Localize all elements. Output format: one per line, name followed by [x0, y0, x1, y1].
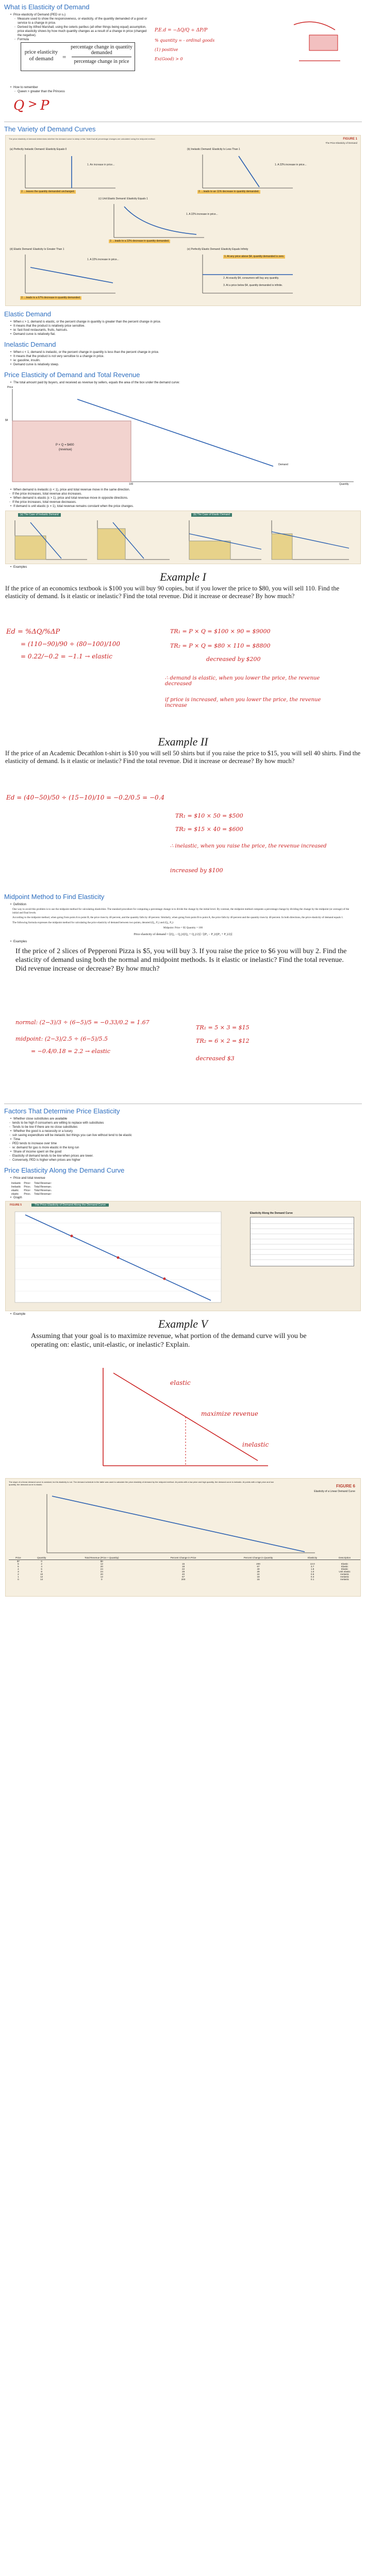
handwritten-work: TR₁ = 5 × 3 = $15 [196, 1024, 249, 1031]
bullet: • Demand curve is relatively steep. [10, 363, 362, 367]
panel-label: (e) Perfectly Elastic Demand: Elasticity Equals Infinity [187, 248, 248, 251]
sub-bullet: ◦ If the price increases, total revenue also increases. [9, 492, 362, 496]
handwritten-note: % quantity = - ordinal goods [155, 38, 215, 43]
table-cell: Inelastic [340, 1578, 350, 1581]
section-title: What is Elasticity of Demand [4, 3, 90, 11]
sub-bullet: ◦ PED tends to increase over time [9, 1142, 362, 1146]
section-elastic-demand [0, 310, 366, 336]
bullet-list [5, 1150, 366, 1154]
table-cell: 1.0 [310, 1570, 314, 1573]
table-header-cell: Price [9, 1556, 28, 1560]
handwritten-work: ∴ inelastic, when you raise the price, the revenue increased [170, 843, 327, 849]
bullet: • Share of income spent on the good [10, 1150, 362, 1154]
section-inelastic-demand [0, 341, 366, 367]
sub-bullet-list [4, 500, 366, 504]
paragraph: The following formula expresses the midpoint method for calculating the price elasticity of demand between two points, denoted (Q₁, P₁) and (Q₂, P₂): [12, 921, 174, 924]
table-cell: 15 [182, 1562, 185, 1565]
sub-bullet: ◦ If the price increases, total revenue decreases. [9, 500, 362, 504]
figure-6-label: FIGURE 6 [336, 1483, 355, 1488]
inelastic-graph [192, 152, 295, 193]
revenue-box-label: (revenue) [59, 448, 72, 451]
table-cell: 0.3 [310, 1575, 314, 1578]
example-1 [0, 570, 366, 734]
figure-title: The Price Elasticity of Demand Along the Demand Curve [31, 1204, 109, 1207]
table-cell: 4 [18, 1567, 19, 1570]
table-cell: 18 [182, 1565, 185, 1568]
example-2 [0, 735, 366, 890]
table-cell: 22 [182, 1567, 185, 1570]
unit-elastic-graph [104, 201, 207, 243]
bullet-list [5, 1138, 366, 1142]
panel-note: 1. A 22% increase in price... [186, 213, 218, 216]
sub-bullet: ◦ Elasticity of demand tends to be low when prices are lower. [9, 1154, 362, 1158]
handwritten-work: TR₂ = $15 × 40 = $600 [175, 826, 243, 833]
demand-panel-e [187, 248, 357, 301]
demand-panel-c [98, 197, 269, 245]
table-cell: Total Revenue↓ [34, 1185, 52, 1189]
table-cell: elastic [11, 1192, 19, 1196]
demand-label: Demand [278, 463, 288, 466]
table-cell: Total Revenue↑ [34, 1192, 52, 1196]
sub-bullet-list [4, 1154, 366, 1162]
sub-bullet-list [4, 1133, 366, 1138]
table-cell: 6 [18, 1562, 19, 1565]
table-cell: 4 [41, 1565, 42, 1568]
elasticity-formula [21, 42, 135, 71]
panel-label: (a) Perfectly Inelastic Demand: Elasticity Equals 0 [10, 148, 67, 151]
figure-1-panel [5, 135, 361, 306]
example-title: Example I [160, 570, 206, 583]
bullet-list [5, 504, 366, 509]
bullet-list [5, 1117, 366, 1121]
section-title: Elastic Demand [4, 310, 52, 318]
bullet: • Example [10, 1312, 362, 1316]
table-cell: 6 [41, 1567, 42, 1570]
handwritten-work: decreased by $200 [206, 656, 261, 663]
formula-denominator: percentage change in price [74, 59, 129, 64]
section-what-is-elasticity [0, 3, 366, 120]
handwritten-work: normal: (2−3)/3 ÷ (6−5)/5 = −0.33/0.2 = 1.67 [15, 1019, 149, 1026]
table-cell: Price↑ [24, 1181, 31, 1185]
revenue-box-chart [5, 389, 356, 487]
example-text: If the price of an economics textbook is $100 you will buy 90 copies, but if you lower the price to $80, you will sell 110. Find the elasticity of demand. Is it elastic or inelastic? Find the total revenue. Did it increase or decrease? By how much? [5, 585, 340, 600]
bullet-list [5, 1176, 366, 1180]
text: Formula [18, 38, 29, 41]
paragraph: One way to avoid this problem is to use the midpoint method for calculating elasticities. The standard procedure for computing a percentage change is to divide the change by the initial level. By contrast, the midpoint method computes a percentage change by dividing the change by the midpoint (or average) of the initial and final levels. [12, 908, 350, 914]
table-cell: 67 [257, 1565, 260, 1568]
bullet: • It means that the product is relatively price sensitive. [10, 324, 362, 328]
sub-bullet [14, 17, 148, 25]
figure-description: The price elasticity of demand determines whether the demand curve is steep or flat. Note that all percentage changes are calculated using the midpoint method. [9, 138, 156, 140]
perfectly-inelastic-graph [15, 152, 118, 193]
figure-5-panel [5, 1201, 361, 1311]
bullet: • If demand is unit elastic (ε = 1), total revenue remains constant when the price changes. [10, 504, 362, 509]
section-total-revenue [0, 371, 366, 569]
table-cell: Inelastic [11, 1181, 21, 1185]
table-row [9, 1578, 361, 1581]
handwritten-work: decreased $3 [196, 1055, 235, 1062]
section-title: The Variety of Demand Curves [4, 125, 96, 133]
table-cell: 0.1 [310, 1578, 314, 1581]
revenue-graph [5, 386, 361, 487]
table-cell: 8 [41, 1570, 42, 1573]
table-cell: 13.0 [310, 1562, 315, 1565]
bullet: • Definition [10, 903, 362, 907]
table-cell: Inelastic [340, 1575, 350, 1578]
handwritten-note: (1) positive [155, 47, 178, 52]
example-title: Example II [158, 735, 208, 748]
bullet-list [5, 320, 366, 336]
midpoint-formula: Price elasticity of demand = [(Q₂ − Q₁)/((Q₂ + Q₁)/2)] / [(P₂ − P₁)/((P₂ + P₁)/2)] [134, 933, 232, 936]
table-cell: 0 [41, 1560, 42, 1563]
section-title: Midpoint Method to Find Elasticity [4, 893, 105, 901]
example-text: If the price of an Academic Decathlon t-shirt is $10 you will sell 50 shirts but if you raise the price to $15, you will sell 40 shirts. Find the elasticity of demand. Is it elastic or inelastic? Find the total revenue. Did it increase or decrease? By how much? [5, 750, 361, 765]
bullet-list [5, 940, 366, 944]
figure-5-table [250, 1217, 354, 1266]
table-cell: 3.7 [310, 1565, 314, 1568]
handwritten-work: TR₁ = P × Q = $100 × 90 = $9000 [170, 628, 271, 635]
table-cell: Elastic [341, 1565, 348, 1568]
bullet: • ie: fast-food restaurants, fruits, haircuts. [10, 328, 362, 332]
handwritten-work: = 0.22/−0.2 = −1.1 → elastic [21, 653, 112, 660]
handwritten-work: Ed = (40−50)/50 ÷ (15−10)/10 = −0.2/0.5 = −0.4 [6, 794, 165, 801]
bullet: • Whether close substitutes are available [10, 1117, 362, 1121]
section-title: Price Elasticity Along the Demand Curve [4, 1166, 125, 1174]
bullet-list [5, 381, 366, 385]
sub-bullet: ◦ Conversely, PED is higher when prices are higher [9, 1158, 362, 1162]
table-cell: Total Revenue↑ [34, 1181, 52, 1185]
formula-equals: = [62, 53, 66, 61]
table-cell: 2 [41, 1562, 42, 1565]
bullet-list [5, 496, 366, 500]
handwritten-work: midpoint: (2−3)/2.5 ÷ (6−5)/5.5 [15, 1035, 108, 1042]
section-title: Inelastic Demand [4, 341, 56, 348]
table-cell: $7 [16, 1560, 20, 1563]
figure-subtitle: The Price Elasticity of Demand [325, 142, 357, 144]
figure-right-title: Elasticity Along the Demand Curve [250, 1211, 293, 1215]
table-cell: 14 [40, 1578, 43, 1581]
sub-bullet: ◦ ie: demand for gas is more elastic in the long run [9, 1146, 362, 1150]
perfectly-elastic-graph [192, 252, 295, 298]
section-title: Price Elasticity of Demand and Total Revenue [4, 371, 140, 379]
textbook-excerpt [12, 908, 354, 937]
handwritten-p: P [40, 98, 49, 113]
table-cell: 20 [100, 1572, 103, 1575]
bullet: • It means that the product is not very sensitive to a change in price. [10, 354, 362, 359]
midpoint-label: Midpoint: Price = $5 Quantity = 100 [163, 926, 203, 930]
bullet-list [5, 1196, 366, 1200]
bullet: • Demand curve is relatively flat. [10, 332, 362, 336]
table-cell: Unit elastic [339, 1570, 351, 1573]
table-cell: Price↑ [24, 1189, 31, 1192]
formula-lhs: price elasticity of demand [24, 49, 58, 62]
panel-label: (c) Unit Elastic Demand: Elasticity Equals 1 [98, 197, 148, 200]
figure-label: FIGURE 5 [10, 1203, 22, 1207]
table-cell: 24 [100, 1567, 103, 1570]
panel-label: (b) Inelastic Demand: Elasticity Is Less Than 1 [187, 148, 240, 151]
sub-bullet-list [9, 17, 153, 42]
table-header-cell: Percent Change in Price [148, 1556, 219, 1560]
bullet-list [5, 1312, 366, 1316]
bullet: • Price and total revenue [10, 1176, 362, 1180]
table-cell: 29 [182, 1570, 185, 1573]
table-row [11, 1192, 55, 1196]
table-cell: 29 [257, 1570, 260, 1573]
sub-bullet-list [4, 492, 366, 496]
table-cell: 12 [100, 1562, 103, 1565]
table-cell: $0 [100, 1560, 103, 1563]
section-variety-of-demand [0, 125, 366, 306]
table-cell: Price↓ [24, 1185, 31, 1189]
panel-note: 2. ...leads to an 11% decrease in quantity demanded. [198, 190, 259, 193]
sub-bullet [14, 38, 148, 42]
bullet-list [5, 350, 366, 367]
table-cell: Inelastic [340, 1572, 350, 1575]
sub-bullet: ◦ Tends to be low if there are no close substitutes [9, 1125, 362, 1129]
revenue-box-label: P × Q = $400 [56, 444, 74, 447]
table-row [11, 1181, 55, 1185]
table-header-cell: Percent Change in Quantity [219, 1556, 298, 1560]
mini-table-lines [251, 1217, 354, 1266]
text: Derived by Alfred Marshall, using the ceteris paribus (all other things being equal) assumption, price elasticity shows by how much quantity changes as a result of a change in price (changed the negative). [18, 26, 147, 37]
table-cell: 12 [40, 1575, 43, 1578]
table-cell: 0 [101, 1578, 103, 1581]
hw-label-maximize: maximize revenue [201, 1410, 258, 1417]
sub-bullet: ◦ Queen > greater than the Princess [14, 90, 65, 94]
table-header-cell: Total Revenue (Price × Quantity) [56, 1556, 148, 1560]
case-b-label: (b) The Case of Elastic Demand [191, 513, 232, 517]
bullet-list [5, 565, 366, 569]
section-title: Factors That Determine Price Elasticity [4, 1107, 120, 1115]
bullet-list [5, 86, 42, 90]
bullet: • Graph [10, 1196, 362, 1200]
bullet: • When ε > 1, demand is elastic, or the percent change in quantity is greater than the percent change in price. [10, 320, 362, 324]
table-cell: 1.8 [310, 1567, 314, 1570]
table-cell: 3 [18, 1570, 19, 1573]
bullet: • When ε < 1, demand is inelastic, or the percent change in quantity is less than the percent change in price. [10, 350, 362, 354]
axis-label-price: Price [7, 386, 13, 389]
case-a-label: (a) The Case of Inelastic Demand [18, 513, 61, 517]
panel-note: 2. ...leaves the quantity demanded unchanged. [21, 190, 75, 193]
table-cell: 12 [100, 1575, 103, 1578]
figure-6-table [9, 1556, 361, 1581]
demand-panel-a [10, 148, 180, 195]
handwritten-work: increased by $100 [170, 867, 223, 874]
table-cell: Elastic [341, 1567, 348, 1570]
bullet: • How to remember [10, 86, 38, 90]
example-3 [0, 947, 366, 1101]
panel-note: 2. ...leads to a 22% decrease in quantity demanded. [110, 240, 170, 243]
bullet: • Time [10, 1138, 362, 1142]
table-cell: 15 [257, 1578, 260, 1581]
table-cell: 67 [182, 1575, 185, 1578]
table-cell: 18 [257, 1575, 260, 1578]
section-midpoint-method [0, 893, 366, 1101]
panel-note: 1. An increase in price... [87, 163, 115, 166]
case-b-chart [184, 518, 354, 563]
price-tick: $4 [5, 419, 8, 422]
demand-panel-d [10, 248, 180, 301]
panel-note: 3. At a price below $4, quantity demanded is infinite. [223, 284, 283, 287]
handwritten-work: ∴ demand is elastic, when you lower the price, the revenue decreased [165, 675, 320, 687]
bullet-list [5, 903, 366, 907]
table-cell: 2 [18, 1572, 19, 1575]
bullet: • Price elasticity of Demand (PED or εₙ) [10, 13, 362, 17]
hw-label-elastic: elastic [170, 1379, 191, 1386]
example-title: Example V [158, 1317, 208, 1330]
table-cell: 22 [257, 1572, 260, 1575]
table-row [11, 1189, 55, 1192]
handwritten-work: Ed = %ΔQ/%ΔP [6, 628, 60, 636]
figure-6-chart [37, 1491, 325, 1558]
panel-note: 1. A 22% increase in price... [87, 258, 119, 261]
table-cell: 24 [100, 1570, 103, 1573]
sub-bullet-list [9, 90, 69, 94]
price-revenue-table [11, 1181, 55, 1196]
bullet: • Whether the good is a necessity or a luxury [10, 1129, 362, 1133]
handwritten-note: P.E.d = −ΔQ/Q ÷ ΔP/P [155, 28, 208, 33]
demand-panel-b [187, 148, 357, 195]
figure-6-sub: Elasticity of a Linear Demand Curve [314, 1489, 355, 1493]
formula-numerator: percentage change in quantity demanded [71, 44, 132, 56]
case-a-chart [10, 518, 175, 563]
figure-6-panel [5, 1478, 361, 1597]
example-5 [0, 1317, 366, 1477]
panel-label: (d) Elastic Demand: Elasticity Is Greater Than 1 [10, 248, 64, 251]
hw-label-inelastic: inelastic [242, 1440, 269, 1448]
table-cell: Elastic [341, 1562, 348, 1565]
panel-note: 1. A 22% increase in price... [275, 163, 307, 166]
figure-5-chart [10, 1210, 226, 1308]
table-cell: 5 [18, 1565, 19, 1568]
notes-page [0, 3, 366, 1603]
example-text: Assuming that your goal is to maximize revenue, what portion of the demand curve will you be operating on: elastic, unit-elastic, or inelastic? Explain. [31, 1332, 307, 1349]
table-cell: 1 [18, 1575, 19, 1578]
table-cell: 0 [18, 1578, 19, 1581]
sub-bullet-list [4, 1142, 366, 1150]
table-row [11, 1185, 55, 1189]
handwritten-work: if price is increased, when you lower the price, the revenue increase [165, 697, 321, 708]
table-cell: 40 [182, 1572, 185, 1575]
table-cell: Inelastic [11, 1185, 21, 1189]
table-cell: 20 [100, 1565, 103, 1568]
bullet: • Examples [10, 565, 362, 569]
handwritten-work: TR₂ = 6 × 2 = $12 [196, 1037, 249, 1044]
panel-note: 2. At exactly $4, consumers will buy any quantity. [223, 277, 279, 280]
bullet: • The total amount paid by buyers, and received as revenue by sellers, equals the area of the box under the demand curve: [10, 381, 362, 385]
handwritten-work: = (110−90)/90 ÷ (80−100)/100 [21, 640, 120, 648]
section-factors [0, 1107, 366, 1162]
handwritten-mark [289, 14, 351, 71]
section-along-curve [0, 1166, 366, 1597]
example-text: If the price of 2 slices of Pepperoni Pizza is $5, you will buy 3. If you raise the price to $6 you will buy 2. Find the elasticity of demand using both the normal and midpoint methods. Is it elastic or inelastic? Find the total revenue. Did revenue increase or decrease? By how much? [15, 947, 347, 973]
table-cell: Total Revenue↓ [34, 1189, 52, 1192]
bullet: • When demand is elastic (ε > 1), price and total revenue move in opposite directions. [10, 496, 362, 500]
handwritten-greater: > [28, 98, 38, 111]
bullet: • Examples [10, 940, 362, 944]
table-header-cell: Quantity [28, 1556, 56, 1560]
table-cell: 200 [256, 1562, 260, 1565]
panel-note: 2. ...leads to a 67% decrease in quantity demanded. [21, 296, 81, 299]
table-cell: 200 [181, 1578, 186, 1581]
table-cell: elastic [11, 1189, 19, 1192]
table-header-cell: Description [327, 1556, 361, 1560]
handwritten-work: TR₁ = $10 × 50 = $500 [175, 812, 243, 819]
table-cell: 10 [40, 1572, 43, 1575]
table-cell: Price↓ [24, 1192, 31, 1196]
handwritten-q: Q [13, 98, 25, 113]
table-cell: 0.6 [310, 1572, 314, 1575]
table-header-cell: Elasticity [298, 1556, 327, 1560]
quantity-tick: 100 [129, 483, 134, 486]
handwritten-work: = −0.4/0.18 = 2.2 → elastic [31, 1047, 110, 1055]
sub-bullet-list [4, 1121, 366, 1129]
figure-6-desc: The slope of a linear demand curve is constant, but its elasticity is not. The demand schedule in the table was used to calculate the price elasticity of demand by the midpoint method. At points with a low price and high quantity, the demand curve is inelastic. At points with a high price and low quantity, the demand curve is elastic. [9, 1480, 274, 1486]
bullet: • ie: gasoline, insulin. [10, 359, 362, 363]
revenue-cases-panel [5, 511, 361, 564]
panel-note: 1. At any price above $4, quantity demanded is zero. [224, 255, 285, 258]
handwritten-note: Ex(Good) > 0 [155, 57, 183, 61]
table-cell: 40 [257, 1567, 260, 1570]
handwritten-work: TR₂ = P × Q = $80 × 110 = $8800 [170, 642, 271, 649]
sub-bullet: ◦ ssh saving expenditure will be inelastic but things you can live without tend to be elastic [9, 1133, 362, 1138]
bullet-list [5, 1129, 366, 1133]
sub-bullet: ◦ tends to be high if consumers are willing to replace with substitutes [9, 1121, 362, 1125]
axis-label-quantity: Quantity [339, 483, 349, 486]
sub-bullet [14, 25, 148, 38]
figure-label: FIGURE 1 [343, 138, 357, 141]
bullet-list [5, 488, 366, 492]
paragraph: According to the midpoint method, when going from point A to point B, the price rises by 40 percent, and the quantity falls by 40 percent. Similarly, when going from point B to point A, the price falls by 40 percent and the quantity rises by 40 percent. In both directions, the price elasticity of demand equals 1. [12, 916, 344, 920]
bullet: • When demand is inelastic (ε < 1), price and total revenue move in the same direction. [10, 488, 362, 492]
text: Measure used to show the responsiveness, or elasticity, of the quantity demanded of a good or service to a change in price. [18, 18, 147, 25]
